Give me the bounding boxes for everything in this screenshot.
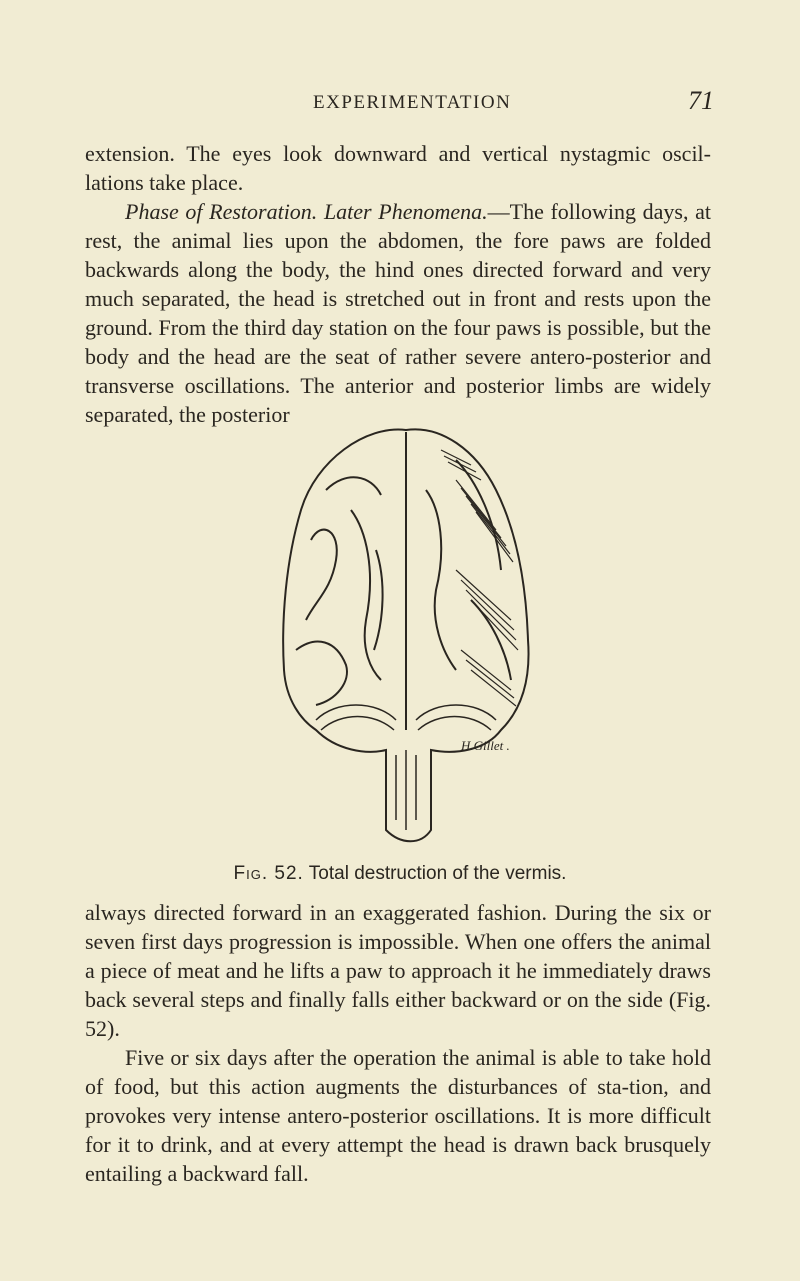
paragraph-2: always directed forward in an exaggerated fashion. During the six or seven first days progression is impossible. When one offers the animal a piece of meat and he lifts a paw to approach it he immediately draws back several steps and finally falls either backward or on the side (Fig. 52).: [85, 900, 711, 1041]
figure-label: Fig. 52.: [233, 863, 304, 884]
paragraph-1-rest: —The following days, at rest, the animal lies upon the abdomen, the fore paws are folded backwards along the body, the hind ones directed forward and very much separated, the head is stretched out in front and rests upon the ground. From the third day station on the four paws is possible, but the body and the head are the seat of rather severe antero-posterior and transverse oscillations. The anterior and posterior limbs are widely separated, the posterior: [85, 199, 711, 427]
illustrator-signature: H.Gillet .: [461, 738, 510, 753]
phase-heading: Phase of Restoration. Later Phenomena.: [125, 199, 488, 224]
running-head: EXPERIMENTATION: [313, 92, 512, 113]
figure-caption: [0, 863, 800, 885]
figure-caption-text: Total destruction of the vermis.: [308, 863, 567, 884]
paragraph-1: [85, 139, 711, 429]
paragraph-3: Five or six days after the operation the animal is able to take hold of food, but this action augments the disturbances of sta-tion, and provokes very intense antero-posterior oscillations. It is more difficult for it to drink, and at every attempt the head is drawn back brusquely entailing a backward fall.: [85, 1045, 711, 1186]
brain-illustration: [256, 420, 556, 850]
paragraph-1-start: extension. The eyes look downward and vertical nystagmic oscil-lations take place.: [85, 141, 711, 195]
page-number: 71: [688, 86, 714, 115]
page-header: [0, 86, 800, 122]
